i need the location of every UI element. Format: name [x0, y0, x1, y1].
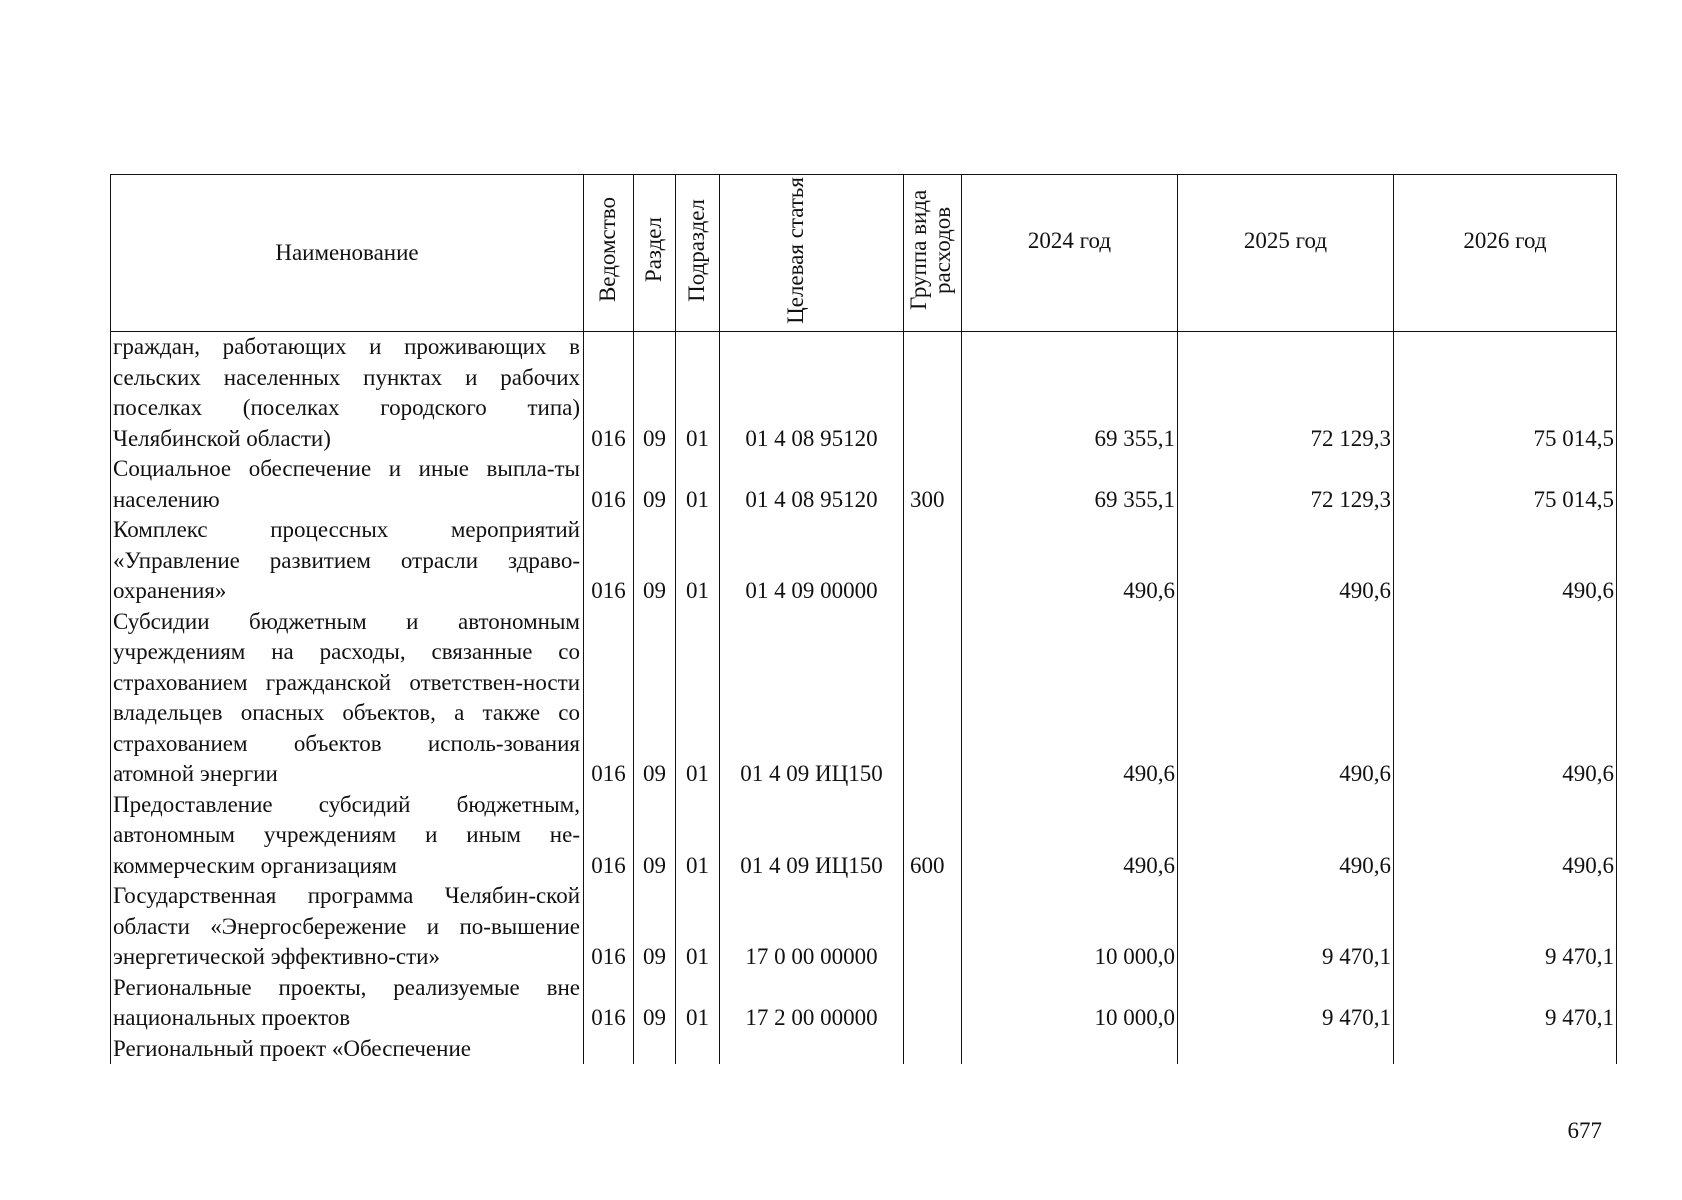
row-value-2026	[1394, 1034, 1617, 1065]
row-target-article: 17 2 00 00000	[720, 973, 904, 1034]
header-year-2024	[962, 175, 1178, 332]
row-name: Социальное обеспечение и иные выпла-ты населению	[111, 454, 584, 515]
row-department: 016	[584, 790, 634, 882]
row-value-2026: 490,6	[1394, 790, 1617, 882]
row-subsection: 01	[676, 454, 720, 515]
header-year-2024-label: 2024 год	[1027, 228, 1112, 253]
row-subsection: 01	[676, 607, 720, 790]
row-department: 016	[584, 515, 634, 607]
table-row	[111, 515, 1617, 607]
row-department	[584, 1034, 634, 1065]
row-value-2025: 490,6	[1178, 515, 1394, 607]
header-year-2025-label: 2025 год	[1243, 228, 1328, 253]
row-value-2024: 69 355,1	[962, 454, 1178, 515]
table-row	[111, 881, 1617, 973]
row-section: 09	[634, 515, 676, 607]
row-value-2026: 75 014,5	[1394, 332, 1617, 455]
row-expense-group	[904, 881, 962, 973]
row-section: 09	[634, 790, 676, 882]
table-body	[111, 332, 1617, 1065]
table-row	[111, 332, 1617, 455]
row-name: Предоставление субсидий бюджетным, автономным учреждениям и иным не-коммерческим организациям	[111, 790, 584, 882]
row-subsection: 01	[676, 790, 720, 882]
row-expense-group	[904, 332, 962, 455]
row-value-2026: 9 470,1	[1394, 973, 1617, 1034]
row-section: 09	[634, 881, 676, 973]
row-value-2026: 9 470,1	[1394, 881, 1617, 973]
header-expense-group	[904, 175, 962, 332]
row-department: 016	[584, 454, 634, 515]
header-name	[111, 175, 584, 332]
row-name: Региональный проект «Обеспечение	[111, 1034, 584, 1065]
row-subsection: 01	[676, 515, 720, 607]
header-department-label: Ведомство	[595, 197, 621, 303]
row-section	[634, 1034, 676, 1065]
row-subsection: 01	[676, 973, 720, 1034]
table-row	[111, 973, 1617, 1034]
row-value-2025: 490,6	[1178, 790, 1394, 882]
header-target-article-label: Целевая статья	[782, 176, 808, 324]
row-expense-group: 300	[904, 454, 962, 515]
budget-table	[110, 174, 1617, 1064]
row-name: Региональные проекты, реализуемые вне национальных проектов	[111, 973, 584, 1034]
row-expense-group	[904, 515, 962, 607]
table-row	[111, 454, 1617, 515]
row-value-2025	[1178, 1034, 1394, 1065]
row-department: 016	[584, 973, 634, 1034]
header-department	[584, 175, 634, 332]
row-value-2024: 490,6	[962, 790, 1178, 882]
row-expense-group: 600	[904, 790, 962, 882]
header-target-article	[720, 175, 904, 332]
row-value-2024	[962, 1034, 1178, 1065]
table-row	[111, 1034, 1617, 1065]
row-subsection: 01	[676, 332, 720, 455]
row-value-2026: 75 014,5	[1394, 454, 1617, 515]
header-section	[634, 175, 676, 332]
header-name-label: Наименование	[275, 240, 419, 265]
row-expense-group	[904, 1034, 962, 1065]
table-row	[111, 790, 1617, 882]
header-section-label: Раздел	[641, 217, 667, 283]
table-row	[111, 607, 1617, 790]
row-section: 09	[634, 332, 676, 455]
header-year-2026	[1394, 175, 1617, 332]
row-subsection: 01	[676, 881, 720, 973]
row-name: граждан, работающих и проживающих в сельских населенных пунктах и рабочих поселках (поселках городского типа) Челябинской области)	[111, 332, 584, 455]
row-department: 016	[584, 332, 634, 455]
row-target-article: 01 4 08 95120	[720, 454, 904, 515]
row-target-article: 01 4 09 ИЦ150	[720, 790, 904, 882]
row-value-2025: 72 129,3	[1178, 332, 1394, 455]
row-value-2026: 490,6	[1394, 607, 1617, 790]
row-target-article: 01 4 09 00000	[720, 515, 904, 607]
row-target-article: 17 0 00 00000	[720, 881, 904, 973]
header-year-2025	[1178, 175, 1394, 332]
row-name: Субсидии бюджетным и автономным учреждениям на расходы, связанные со страхованием гражданской ответствен-ности владельцев опасных объектов, а также со страхованием объектов исполь-зования атомной энергии	[111, 607, 584, 790]
row-name: Государственная программа Челябин-ской области «Энергосбережение и по-вышение энергетической эффективно-сти»	[111, 881, 584, 973]
row-expense-group	[904, 607, 962, 790]
row-value-2024: 490,6	[962, 607, 1178, 790]
row-department: 016	[584, 881, 634, 973]
row-value-2025: 9 470,1	[1178, 973, 1394, 1034]
row-section: 09	[634, 607, 676, 790]
row-department: 016	[584, 607, 634, 790]
row-expense-group	[904, 973, 962, 1034]
row-value-2025: 9 470,1	[1178, 881, 1394, 973]
row-value-2024: 10 000,0	[962, 881, 1178, 973]
row-value-2025: 490,6	[1178, 607, 1394, 790]
header-subsection-label: Подраздел	[684, 198, 710, 302]
header-year-2026-label: 2026 год	[1463, 228, 1547, 253]
row-section: 09	[634, 454, 676, 515]
row-target-article: 01 4 09 ИЦ150	[720, 607, 904, 790]
table-header	[111, 175, 1617, 332]
header-expense-group-label: Группа вида расходов	[905, 189, 955, 311]
row-value-2024: 69 355,1	[962, 332, 1178, 455]
row-value-2025: 72 129,3	[1178, 454, 1394, 515]
row-name: Комплекс процессных мероприятий «Управление развитием отрасли здраво-охранения»	[111, 515, 584, 607]
row-value-2026: 490,6	[1394, 515, 1617, 607]
row-target-article: 01 4 08 95120	[720, 332, 904, 455]
row-value-2024: 490,6	[962, 515, 1178, 607]
row-target-article	[720, 1034, 904, 1065]
row-section: 09	[634, 973, 676, 1034]
page-number: 677	[1567, 1118, 1602, 1143]
row-subsection	[676, 1034, 720, 1065]
header-subsection	[676, 175, 720, 332]
row-value-2024: 10 000,0	[962, 973, 1178, 1034]
